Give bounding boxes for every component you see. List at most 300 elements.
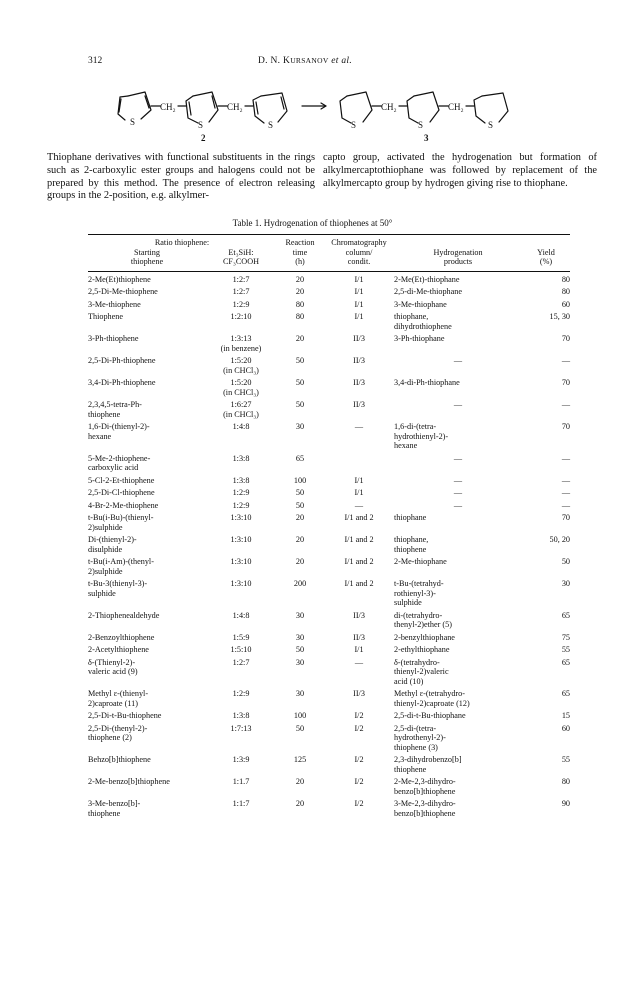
table-row [88, 312, 570, 334]
cell-yield: 65 [561, 610, 571, 620]
cell-ratio-line: 1:3:8 [232, 711, 250, 720]
cell-starting-thiophene [88, 777, 206, 799]
cell-ratio-line: (in CHCl₃) [223, 409, 259, 419]
cell-chromatography: I/2 [354, 755, 364, 764]
table-row [88, 513, 570, 535]
cell-starting-thiophene-line: Behzo[b]thiophene [88, 755, 151, 764]
cell-ratio [206, 378, 276, 400]
sulfur-label: S [418, 120, 424, 130]
header-ratio-label: Ratio thiophene: [154, 238, 210, 247]
cell-ratio-line: 1:2:7 [232, 274, 250, 284]
cell-starting-thiophene [88, 658, 206, 690]
cell-ratio [206, 300, 276, 313]
cell-ratio [206, 454, 276, 476]
cell-starting-thiophene [88, 513, 206, 535]
table-row [88, 755, 570, 777]
table-row [88, 645, 570, 658]
cell-products [394, 422, 522, 454]
cell-products [394, 312, 522, 334]
cell-ratio-line: 1:3:10 [230, 513, 252, 522]
cell-ratio [206, 275, 276, 288]
cell-ratio-line: 1:3:8 [232, 453, 250, 463]
cell-starting-thiophene-line: disulphide [88, 544, 123, 554]
cell-yield: — [561, 453, 571, 463]
cell-starting-thiophene [88, 300, 206, 313]
cell-yield: 30 [561, 579, 571, 588]
cell-ratio [206, 711, 276, 724]
cell-products [394, 611, 522, 633]
cell-ratio-line: 1:1.7 [232, 777, 250, 786]
header-chromatography: Chromatography [331, 238, 387, 247]
table-row [88, 535, 570, 557]
cell-reaction-time: 80 [295, 312, 305, 321]
reaction-scheme [0, 78, 625, 150]
cell-yield: 65 [561, 689, 571, 698]
cell-products-line: — [453, 453, 463, 463]
cell-starting-thiophene-line: 3-Me-benzo[b]- [88, 799, 141, 808]
cell-chromatography: I/1 and 2 [344, 535, 374, 544]
cell-ratio [206, 312, 276, 334]
cell-chromatography: I/1 [354, 475, 364, 485]
cell-starting-thiophene-line: 3-Ph-thiophene [88, 334, 139, 343]
cell-products [394, 501, 522, 514]
table-row [88, 476, 570, 489]
cell-yield: — [561, 356, 571, 365]
table-row [88, 799, 570, 821]
cell-starting-thiophene-line: carboxylic acid [88, 463, 139, 472]
cell-starting-thiophene-line: 1,6-Di-(thienyl-2)- [88, 422, 150, 431]
table-header-rule [88, 271, 570, 272]
header-reaction: Reaction [285, 238, 315, 247]
cell-ratio-line: 1:5:10 [230, 645, 252, 654]
cell-starting-thiophene [88, 400, 206, 422]
cell-starting-thiophene-line: 2,5-Di-Cl-thiophene [88, 488, 155, 497]
cell-reaction-time: 50 [295, 500, 305, 510]
cell-products [394, 334, 522, 356]
cell-ratio-line: (in CHCl₃) [223, 365, 259, 375]
cell-yield: 75 [561, 632, 571, 642]
cell-chromatography: II/3 [353, 334, 365, 343]
cell-ratio [206, 633, 276, 646]
cell-ratio-line: 1:2:9 [232, 500, 250, 510]
cell-ratio [206, 501, 276, 514]
table-row [88, 711, 570, 724]
header-condit: condit. [347, 257, 371, 266]
cell-yield: 90 [561, 799, 571, 808]
cell-chromatography: I/2 [354, 711, 364, 720]
cell-products [394, 454, 522, 476]
cell-starting-thiophene-line: 3-Me-thiophene [88, 299, 141, 309]
cell-ratio-line: 1:3:10 [230, 557, 252, 566]
cell-products-line: 2-Me(Et)-thiophane [394, 274, 460, 284]
cell-yield: 55 [561, 755, 571, 764]
table-row [88, 300, 570, 313]
cell-starting-thiophene-line: Di-(thienyl-2)- [88, 535, 137, 544]
cell-reaction-time: 65 [295, 453, 305, 463]
cell-reaction-time: 20 [295, 513, 305, 522]
cell-ratio-line: 1:6:27 [230, 400, 252, 409]
table-row [88, 724, 570, 756]
cell-chromatography [324, 454, 394, 476]
cell-reaction-time: 50 [295, 356, 305, 365]
cell-ratio [206, 579, 276, 611]
cell-products [394, 557, 522, 579]
cell-yield: 70 [561, 334, 571, 343]
cell-starting-thiophene-line: thiophene [88, 808, 121, 818]
table-caption: Table 1. Hydrogenation of thiophenes at 50° [232, 218, 393, 228]
cell-starting-thiophene-line: 2-Me-benzo[b]thiophene [88, 777, 170, 786]
running-head-etal: et al. [331, 56, 353, 66]
cell-chromatography: I/1 and 2 [344, 557, 374, 566]
cell-products [394, 356, 522, 378]
cell-starting-thiophene-line: valeric acid (9) [88, 667, 138, 676]
table-row [88, 689, 570, 711]
cell-yield: 70 [561, 422, 571, 431]
cell-reaction-time: 20 [295, 799, 305, 808]
cell-products [394, 300, 522, 313]
cell-products-line: 2,5-di-t-Bu-thiophane [394, 711, 466, 720]
table-row [88, 777, 570, 799]
running-head [258, 56, 352, 66]
cell-ratio-line: 1:3:8 [232, 475, 250, 485]
cell-starting-thiophene [88, 579, 206, 611]
cell-products-line: — [453, 500, 463, 510]
header-et3sih: Et₃SiH: [228, 247, 254, 257]
cell-yield: 70 [561, 513, 571, 522]
cell-starting-thiophene [88, 312, 206, 334]
cell-starting-thiophene [88, 535, 206, 557]
cell-starting-thiophene [88, 645, 206, 658]
cell-ratio [206, 611, 276, 633]
running-head-authors-smallcaps: URSANOV [290, 56, 329, 65]
cell-chromatography: — [354, 422, 364, 431]
cell-chromatography: II/3 [353, 356, 365, 365]
cell-products [394, 755, 522, 777]
cell-products-line: t-Bu-(tetrahyd- [394, 579, 444, 588]
cell-starting-thiophene [88, 378, 206, 400]
cell-products-line: δ-(tetrahydro- [394, 657, 440, 667]
cell-chromatography: II/3 [353, 400, 365, 409]
cell-products [394, 645, 522, 658]
cell-starting-thiophene-line: thiophene (2) [88, 733, 132, 742]
compound-number-2: 2 [201, 133, 206, 143]
cell-products-line: 3-Me-thiophane [394, 299, 447, 309]
cell-starting-thiophene [88, 488, 206, 501]
cell-yield: 55 [561, 645, 571, 654]
cell-products-line: di-(tetrahydro- [394, 610, 443, 620]
cell-ratio-line: 1:7:13 [230, 723, 252, 733]
cell-reaction-time: 100 [293, 475, 307, 485]
cell-ratio [206, 334, 276, 356]
cell-ratio [206, 356, 276, 378]
cell-ratio-line: (in CHCl₃) [223, 387, 259, 397]
cell-products [394, 513, 522, 535]
cell-starting-thiophene-line: 2)sulphide [88, 522, 123, 532]
cell-reaction-time: 50 [295, 378, 305, 387]
data-table [88, 235, 570, 821]
cell-chromatography: I/1 [354, 488, 364, 497]
cell-products-line: acid (10) [394, 676, 424, 686]
header-starting: Starting [134, 247, 160, 257]
header-products: products [443, 257, 473, 266]
cell-products-line: thiophane [394, 513, 427, 522]
sulfur-label: S [198, 120, 204, 130]
cell-products-line: thiophene [394, 764, 427, 774]
cell-starting-thiophene-line: sulphide [88, 588, 116, 598]
cell-starting-thiophene-line: 5-Me-2-thiophene- [88, 453, 151, 463]
cell-reaction-time: 125 [293, 755, 307, 764]
cell-products-line: 3-Me-2,3-dihydro- [394, 799, 456, 808]
page-number: 312 [88, 56, 103, 66]
cell-starting-thiophene-line: Methyl ε-(thienyl- [88, 689, 149, 698]
cell-ratio [206, 476, 276, 489]
sulfur-label: S [488, 120, 494, 130]
cell-ratio [206, 535, 276, 557]
cell-starting-thiophene [88, 689, 206, 711]
cell-starting-thiophene-line: 4-Br-2-Me-thiophene [88, 500, 159, 510]
cell-products-line: benzo[b]thiophene [394, 786, 456, 796]
table-row [88, 501, 570, 514]
cell-ratio [206, 488, 276, 501]
cell-ratio [206, 658, 276, 690]
cell-products [394, 488, 522, 501]
cell-products [394, 535, 522, 557]
cell-yield: 15, 30 [549, 312, 571, 321]
cell-yield: 15 [561, 711, 571, 720]
cell-reaction-time: 80 [295, 299, 305, 309]
cell-starting-thiophene [88, 454, 206, 476]
cell-products-line: — [453, 400, 463, 409]
cell-products [394, 378, 522, 400]
cell-products-line: 2,3-dihydrobenzo[b] [394, 755, 462, 764]
cell-products-line: 2,5-di-Me-thiophane [394, 287, 462, 296]
cell-products-line: sulphide [394, 598, 422, 607]
cell-starting-thiophene-line: 2-Thiophenealdehyde [88, 610, 160, 620]
cell-reaction-time: 200 [293, 579, 307, 588]
cell-yield: 60 [561, 299, 571, 309]
cell-chromatography: I/1 [354, 299, 364, 309]
sulfur-label: S [351, 120, 357, 130]
cell-chromatography: I/1 and 2 [344, 579, 374, 588]
cell-yield: 80 [561, 287, 571, 296]
cell-ratio [206, 513, 276, 535]
cell-reaction-time: 20 [295, 535, 305, 544]
cell-starting-thiophene [88, 334, 206, 356]
cell-reaction-time: 30 [295, 610, 305, 620]
table-row [88, 275, 570, 288]
cell-products [394, 658, 522, 690]
cell-ratio-line: 1:5:20 [230, 356, 252, 365]
cell-ratio-line: 1:2:7 [232, 287, 250, 296]
thiophane-ring-3 [474, 93, 508, 123]
cell-starting-thiophene [88, 356, 206, 378]
cell-products-line: — [453, 488, 463, 497]
cell-ratio-line: 1:2:7 [232, 657, 250, 667]
cell-products-line: Methyl ε-(tetrahydro- [394, 689, 465, 698]
cell-starting-thiophene-line: 3,4-Di-Ph-thiophene [88, 378, 156, 387]
cell-ratio [206, 777, 276, 799]
cell-reaction-time: 50 [295, 400, 305, 409]
cell-products-line: thiophene (3) [394, 742, 438, 752]
cell-products-line: 2-Me-thiophane [394, 557, 447, 566]
cell-starting-thiophene-line: Thiophene [88, 312, 124, 321]
cell-reaction-time: 50 [295, 645, 305, 654]
cell-reaction-time: 30 [295, 689, 305, 698]
cell-ratio-line: 1:4:8 [232, 422, 250, 431]
cell-products-line: 3-Ph-thiophane [394, 334, 445, 343]
table-row [88, 378, 570, 400]
cell-reaction-time: 50 [295, 488, 305, 497]
header-yield: Yield [537, 247, 555, 257]
sulfur-label: S [268, 120, 274, 130]
methylene-label: CH₂ [381, 102, 397, 112]
cell-products-line: hydrothenyl-2)- [394, 733, 446, 742]
cell-starting-thiophene-line: 2-Benzoylthiophene [88, 632, 155, 642]
cell-reaction-time: 30 [295, 632, 305, 642]
cell-ratio [206, 755, 276, 777]
cell-products-line: hydrothienyl-2)- [394, 431, 449, 441]
cell-starting-thiophene-line: t-Bu(i-Am)-(thenyl- [88, 557, 154, 566]
thiophene-ring-3 [253, 93, 287, 123]
cell-reaction-time: 20 [295, 287, 305, 296]
cell-yield: — [561, 475, 571, 485]
cell-starting-thiophene-line: t-Bu(i-Bu)-(thienyl- [88, 513, 154, 522]
cell-chromatography: I/1 [354, 645, 364, 654]
cell-chromatography: I/2 [354, 777, 364, 786]
table-row [88, 658, 570, 690]
cell-starting-thiophene-line: 2,5-Di-(thenyl-2)- [88, 723, 148, 733]
table-row [88, 422, 570, 454]
cell-products-line: 2-ethylthiophane [394, 645, 450, 654]
cell-products-line: thiophene [394, 544, 427, 554]
cell-starting-thiophene [88, 557, 206, 579]
table-row [88, 557, 570, 579]
cell-yield: 65 [561, 657, 571, 667]
cell-products-line: rothienyl-3)- [394, 588, 436, 598]
cell-products [394, 633, 522, 646]
header-cf3cooh: CF₃COOH [222, 257, 260, 266]
cell-ratio-line: 1:2:9 [232, 689, 250, 698]
table-row [88, 579, 570, 611]
cell-products-line: 2-benzylthiophane [394, 632, 455, 642]
cell-starting-thiophene [88, 633, 206, 646]
cell-yield: — [561, 488, 571, 497]
cell-ratio-line: 1:2:10 [230, 312, 252, 321]
header-column: column/ [345, 247, 373, 257]
table-row [88, 633, 570, 646]
cell-reaction-time: 20 [295, 274, 305, 284]
cell-yield: 50, 20 [549, 535, 571, 544]
cell-products-line: 1,6-di-(tetra- [394, 422, 437, 431]
cell-starting-thiophene-line: 2)caproate (11) [88, 698, 138, 708]
cell-ratio [206, 724, 276, 756]
cell-ratio [206, 400, 276, 422]
cell-products [394, 579, 522, 611]
cell-products-line: — [453, 356, 463, 365]
cell-yield: 80 [561, 777, 571, 786]
cell-chromatography: I/2 [354, 723, 364, 733]
table-row [88, 488, 570, 501]
sulfur-label: S [130, 117, 136, 127]
cell-starting-thiophene [88, 501, 206, 514]
cell-reaction-time: 20 [295, 777, 305, 786]
cell-products [394, 287, 522, 300]
cell-products [394, 724, 522, 756]
methylene-label: CH₂ [227, 102, 243, 112]
cell-yield: — [561, 500, 571, 510]
cell-products-line: 2,5-di-(tetra- [394, 723, 437, 733]
cell-ratio-line: 1:3:9 [232, 755, 250, 764]
cell-yield: 50 [561, 557, 571, 566]
table-row [88, 356, 570, 378]
header-time: time [292, 247, 308, 257]
cell-chromatography: I/1 and 2 [344, 513, 374, 522]
table-row [88, 611, 570, 633]
cell-products-line: hexane [394, 441, 418, 450]
cell-products-line: thenyl-2)ether (5) [394, 620, 452, 629]
thiophane-ring-2 [407, 92, 439, 123]
thiophene-ring-2 [186, 92, 218, 123]
cell-chromatography: II/3 [353, 689, 365, 698]
table-row [88, 400, 570, 422]
cell-products-line: benzo[b]thiophene [394, 808, 456, 818]
cell-products-line: 2-Me-2,3-dihydro- [394, 777, 456, 786]
cell-products [394, 799, 522, 821]
cell-products-line: dihydrothiophene [394, 321, 452, 331]
cell-ratio [206, 689, 276, 711]
cell-ratio-line: 1:1:7 [232, 799, 250, 808]
cell-reaction-time: 30 [295, 422, 305, 431]
cell-reaction-time: 50 [295, 723, 305, 733]
table-body [88, 275, 570, 822]
running-head-authors: D. N. K [258, 56, 291, 66]
cell-ratio-line: 1:2:9 [232, 299, 250, 309]
cell-products [394, 689, 522, 711]
cell-ratio-line: 1:3:10 [230, 579, 252, 588]
cell-yield: 80 [561, 274, 571, 284]
cell-ratio-line: 1:4:8 [232, 610, 250, 620]
table-row [88, 287, 570, 300]
cell-products [394, 476, 522, 489]
cell-reaction-time: 30 [295, 657, 305, 667]
cell-ratio-line: 1:3:13 [230, 334, 252, 343]
cell-reaction-time: 100 [293, 711, 307, 720]
cell-chromatography: I/2 [354, 799, 364, 808]
paragraph-right: capto group, activated the hydrogenation but formation of alkylmercaptothiophane was followed by replacement of the alkylmercapto group by hydrogen giving rise to thiophane. [323, 152, 597, 189]
cell-starting-thiophene-line: 5-Cl-2-Et-thiophene [88, 475, 155, 485]
cell-starting-thiophene-line: hexane [88, 431, 112, 441]
thiophane-ring-1 [340, 92, 372, 123]
cell-products-line: thiophane, [394, 535, 429, 544]
header-percent: (%) [539, 257, 553, 266]
cell-starting-thiophene-line: t-Bu-3(thienyl-3)- [88, 579, 148, 588]
hydrogenation-table [88, 234, 570, 821]
methylene-label: CH₂ [160, 102, 176, 112]
cell-starting-thiophene-line: 2)sulphide [88, 566, 123, 576]
cell-ratio [206, 557, 276, 579]
cell-chromatography: II/3 [353, 610, 365, 620]
cell-products-line: — [453, 475, 463, 485]
cell-starting-thiophene [88, 275, 206, 288]
cell-starting-thiophene [88, 724, 206, 756]
table-row [88, 454, 570, 476]
cell-ratio-line: 1:2:9 [232, 488, 250, 497]
header-hydrogenation: Hydrogenation [433, 247, 483, 257]
cell-products [394, 711, 522, 724]
cell-starting-thiophene [88, 422, 206, 454]
cell-chromatography: — [354, 500, 364, 510]
cell-chromatography: II/3 [353, 632, 365, 642]
